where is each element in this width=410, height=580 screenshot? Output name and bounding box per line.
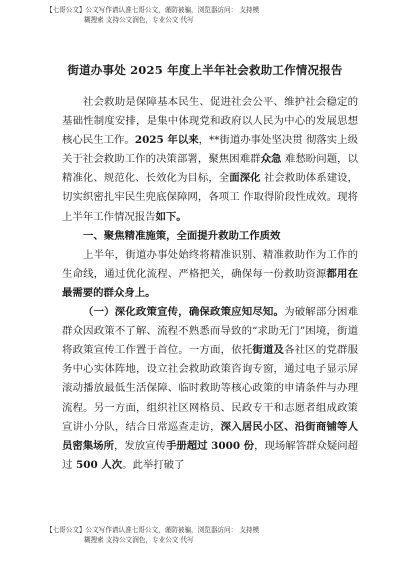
intro-bold-f: 面深化	[229, 172, 261, 185]
policy-bold-e: 深入居民小区、沿街商铺等人员密集场所	[62, 420, 358, 452]
footer-line-2: 糊搜索 支持公文润色，专业公文 代写	[84, 536, 194, 544]
intro-bold-h: 如下。	[155, 210, 187, 223]
section1-text-a: 上半年，街道办事处始终将精准识别、精准救助作为工作的生命线，通过优化流程、严格把关，确保每一份救助资源	[62, 248, 358, 280]
intro-bold-d: 众急	[260, 153, 282, 166]
intro-bold-year: 2025 年以来	[134, 134, 199, 147]
policy-text-j: 。此举打破了	[122, 458, 185, 471]
policy-text-b: 为破解部分困难群众因政策不了解、流程不熟悉而导致的“求助无门”困境，街道将政策宣传工作置于首位。一方面，依托	[62, 306, 359, 357]
footer-line-1: 【七哥公文】公文写作请认准七哥公文，谨防被骗，浏览器访问： 支持模	[46, 526, 260, 534]
header-line-2: 糊搜索 支持公文润色，专业公文 代写	[84, 16, 194, 24]
page-footer-watermark	[46, 525, 376, 545]
intro-text-e: 难愁盼问题，以精准化、规范化、长效化为目标，全	[62, 153, 358, 185]
policy-bold-c: 街道及	[252, 344, 285, 357]
policy-text-f: ，发放宣传	[113, 439, 166, 452]
policy-bold-i: 500 人次	[72, 458, 123, 471]
section1-bold-b: 都用在最需要的群众身上。	[62, 267, 358, 299]
intro-text-c: ，**街道办事处坚决贯 彻落实上级关于社会救助工作的决策部署，聚焦困难群	[62, 134, 359, 166]
section-heading-1: 一、聚焦精准施策，全面提升救助工作质效	[83, 229, 281, 242]
subheading-policy-publicity: （一）深化政策宣传，确保政策应知尽知。	[83, 306, 285, 319]
paragraph-intro	[62, 93, 358, 227]
paragraph-section-1	[62, 246, 358, 303]
document-body	[62, 93, 358, 475]
page-header-watermark	[46, 5, 376, 25]
policy-bold-g: 手册超过 3000 份	[165, 439, 255, 452]
policy-text-d: 各社区的党群服务中心实体阵地，设立社会救助政策咨询专窗，通过电子显示屏滚动播放最低生活保障、临时救助等核心政策的申请条件与办理流程。另一方面，组织社区网格员、民政专干和志愿者组成政策宣讲小分队，结合日常巡查走访，	[62, 344, 358, 433]
intro-text-g: 社会救助体系建设，切实织密扎牢民生兜底保障网，各项工 作取得阶段性成效。现将上半年工作情况报告	[62, 172, 358, 223]
document-title: 街道办事处 2025 年度上半年社会救助工作情况报告	[67, 63, 343, 77]
intro-text-a: 社会救助是保障基本民生、促进社会公平、维护社会稳定的基础性制度安排，是集中体现党和政府以人民为中心的发展思想核心民生工作。	[62, 96, 358, 147]
paragraph-policy-publicity	[62, 303, 358, 475]
header-line-1: 【七哥公文】公文写作请认准七哥公文，谨防被骗，浏览器访问： 支持模	[46, 6, 260, 14]
policy-text-h: ，现场解答群众疑问超过	[62, 439, 359, 471]
